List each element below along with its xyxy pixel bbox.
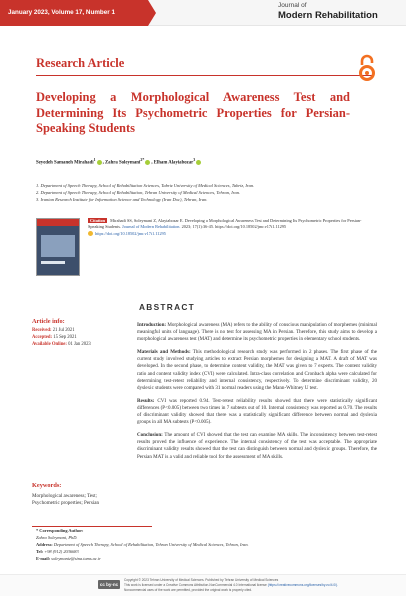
tel-value: +98 (912) 2036683 [44, 548, 79, 554]
article-title: Developing a Morphological Awareness Test and Determining Its Psychometric Properties for Persian-Speaking Students [36, 90, 350, 135]
abstract-introduction [137, 322, 377, 343]
article-info-heading: Article info: [32, 318, 65, 325]
online-label: Available Online: [32, 342, 67, 348]
affiliation-item: 3. Iranian Research Institute for Information Science and Technology (Iran Doc), Tehran, Iran. [36, 197, 208, 203]
license-line2-text: This work is licensed under a Creative Commons Attribution-NonCommercial 4.0 International license [124, 582, 267, 587]
abstract-results [137, 398, 377, 426]
author-name: Elham Alayiabozar [153, 160, 194, 166]
license-line3: Noncommercial uses of the work are permitted, provided the original work is properly cited. [124, 587, 253, 592]
keywords-text: Morphological awareness; Test; Psychometric properties; Persian [32, 493, 100, 507]
introduction-label: Introduction: [137, 322, 167, 328]
citation-journal: Journal of Modern Rehabilitation. [122, 224, 181, 230]
article-info [32, 318, 124, 349]
conclusion-label: Conclusion: [137, 432, 163, 439]
license-footer [0, 574, 406, 596]
citation-body: Mirahadi SS, Soleymani Z, Alayiabozar E. Developing a Morphological Awareness Test and Determining Its Psychometric Properties for Persian-Speaking Students. [88, 218, 362, 230]
license-text [124, 578, 386, 593]
abstract-heading: ABSTRACT [139, 302, 196, 312]
received-value: 21 Jul 2021 [52, 328, 75, 333]
corresponding-tel [36, 549, 356, 556]
doi-text[interactable]: https://doi.org/10.18502/jmr.v17i1.11295 [95, 231, 166, 237]
journal-name-line1: Journal of [278, 2, 307, 9]
author-list: Seyedeh Samaneh Mirahadi$^1$, Zahra Soleymani$^{2*}$, Elham Alayiabozar$^3$ [36, 156, 376, 167]
corresponding-heading: * Corresponding Author: [36, 528, 84, 533]
citation-box [88, 218, 370, 264]
author-name: Seyedeh Samaneh Mirahadi [36, 160, 94, 166]
address-text: Department of Speech Therapy, School of Rehabilitation, Tehran University of Medical Sciences, Tehran, Iran. [53, 541, 249, 547]
journal-cover-thumbnail [36, 218, 80, 276]
affiliation-item: 1. Department of Speech Therapy, School of Rehabilitation Sciences, Tabriz University of Medical Sciences, Tabriz, Iran. [36, 183, 255, 188]
corresponding-name: Zahra Soleymani, PhD. [36, 534, 78, 540]
online-value: 01 Jan 2023 [68, 342, 91, 348]
abstract [137, 302, 377, 467]
keywords-heading: Keywords: [32, 482, 62, 489]
affiliations [36, 182, 376, 204]
doi-link[interactable] [88, 231, 370, 236]
license-link[interactable]: (https://creativecommons.org/licenses/by-nc/4.0/). [267, 582, 339, 587]
abstract-conclusion [137, 432, 377, 460]
received-date [32, 327, 124, 334]
tel-label: Tel: [36, 548, 44, 554]
corresponding-author [36, 528, 356, 563]
affiliation-item: 2. Department of Speech Therapy, School of Rehabilitation, Tehran University of Medical Sciences, Tehran, Iran. [36, 190, 241, 196]
received-label: Received: [32, 328, 52, 333]
license-line1: Copyright © 2023 Tehran University of Medical Sciences. Published by Tehran University of Medical Sciences [124, 578, 279, 582]
article-type: Research Article [36, 56, 125, 70]
corresponding-address [36, 542, 356, 549]
introduction-text: Morphological awareness (MA) refers to the ability of conscious manipulation of morphemes (minimal meaningful units of language). There is no test for assessing MA in Persian. Therefore, this study aims to develop a morphological awareness test (MAT) and determine its psychometric properties in elementary school students. [137, 322, 377, 343]
cover-image [41, 235, 75, 257]
orcid-icon[interactable] [196, 160, 201, 165]
header-divider [36, 75, 372, 76]
keywords [32, 482, 124, 508]
online-date [32, 341, 124, 348]
accepted-label: Accepted: [32, 335, 53, 341]
results-text: CVI was reported 0.94. Test-retest reliability results showed that there were statistically significant differences (P<0.005) between two times in 7 subtests out of 10. Internal consistency was reported as 0.70. The results of discriminant validity showed that there was a statistically significant difference between normal and dyslexia groups in all MA subtests (P<0.005). [137, 397, 377, 426]
orcid-icon[interactable] [145, 160, 150, 165]
doi-icon [88, 231, 93, 236]
methods-text: This methodological research study was performed in 2 phases. The first phase of the current study involved studying articles to extract Persian morphemes for designing a MAT. A draft of MAT was developed. In the second phase, to determine content validity, the MAT was given to 7 experts. The content validity ratio and content validity index (CVI) were calculated. Intra-class correlation and Cronbach alpha were calculated for determining test-retest reliability and internal consistency, respectively. To determine discriminant validity, 20 dyslexic students were compared with 31 normal readers using the Mann-Whitney U test. [137, 349, 377, 391]
abstract-methods [137, 349, 377, 392]
citation-tail: 2023; 17(1):36-45. https://doi.org/10.18502/jmr.v17i1.11295 [181, 224, 287, 230]
accepted-date [32, 334, 124, 341]
open-access-icon[interactable] [356, 54, 378, 82]
citation-label: Citation [90, 218, 106, 223]
conclusion-text: The amount of CVI showed that the test can examine MA skills. The inconsistency between test-retest results proved the influence of experience. The internal consistency of the test was acceptable. The appropriate discriminant validity results showed that the test can distinguish between normal and dyslexic groups. Therefore, the Persian MAT is a valid and reliable tool for the assessment of MA skills. [137, 432, 377, 460]
cc-license-icon[interactable]: cc by-nc [99, 582, 119, 587]
accepted-value: 15 Sep 2021 [53, 335, 77, 341]
email-label: E-mail: [36, 555, 51, 561]
email-value[interactable]: soleymaniz@sina.tums.ac.ir [51, 555, 101, 561]
cover-line [41, 261, 65, 264]
citation-text [88, 218, 370, 230]
results-label: Results: [137, 397, 155, 404]
author-name: Zahra Soleymani [104, 160, 141, 166]
cover-header-bar [37, 219, 79, 226]
header-ribbon [0, 0, 406, 26]
methods-label: Materials and Methods: [137, 349, 191, 356]
corresponding-divider [32, 526, 152, 527]
address-label: Address: [36, 541, 53, 547]
journal-name-line2: Modern Rehabilitation [278, 10, 378, 21]
issue-label: January 2023, Volume 17, Number 1 [0, 0, 148, 26]
journal-name [278, 2, 396, 21]
corresponding-email [36, 556, 356, 563]
orcid-icon[interactable] [97, 160, 102, 165]
